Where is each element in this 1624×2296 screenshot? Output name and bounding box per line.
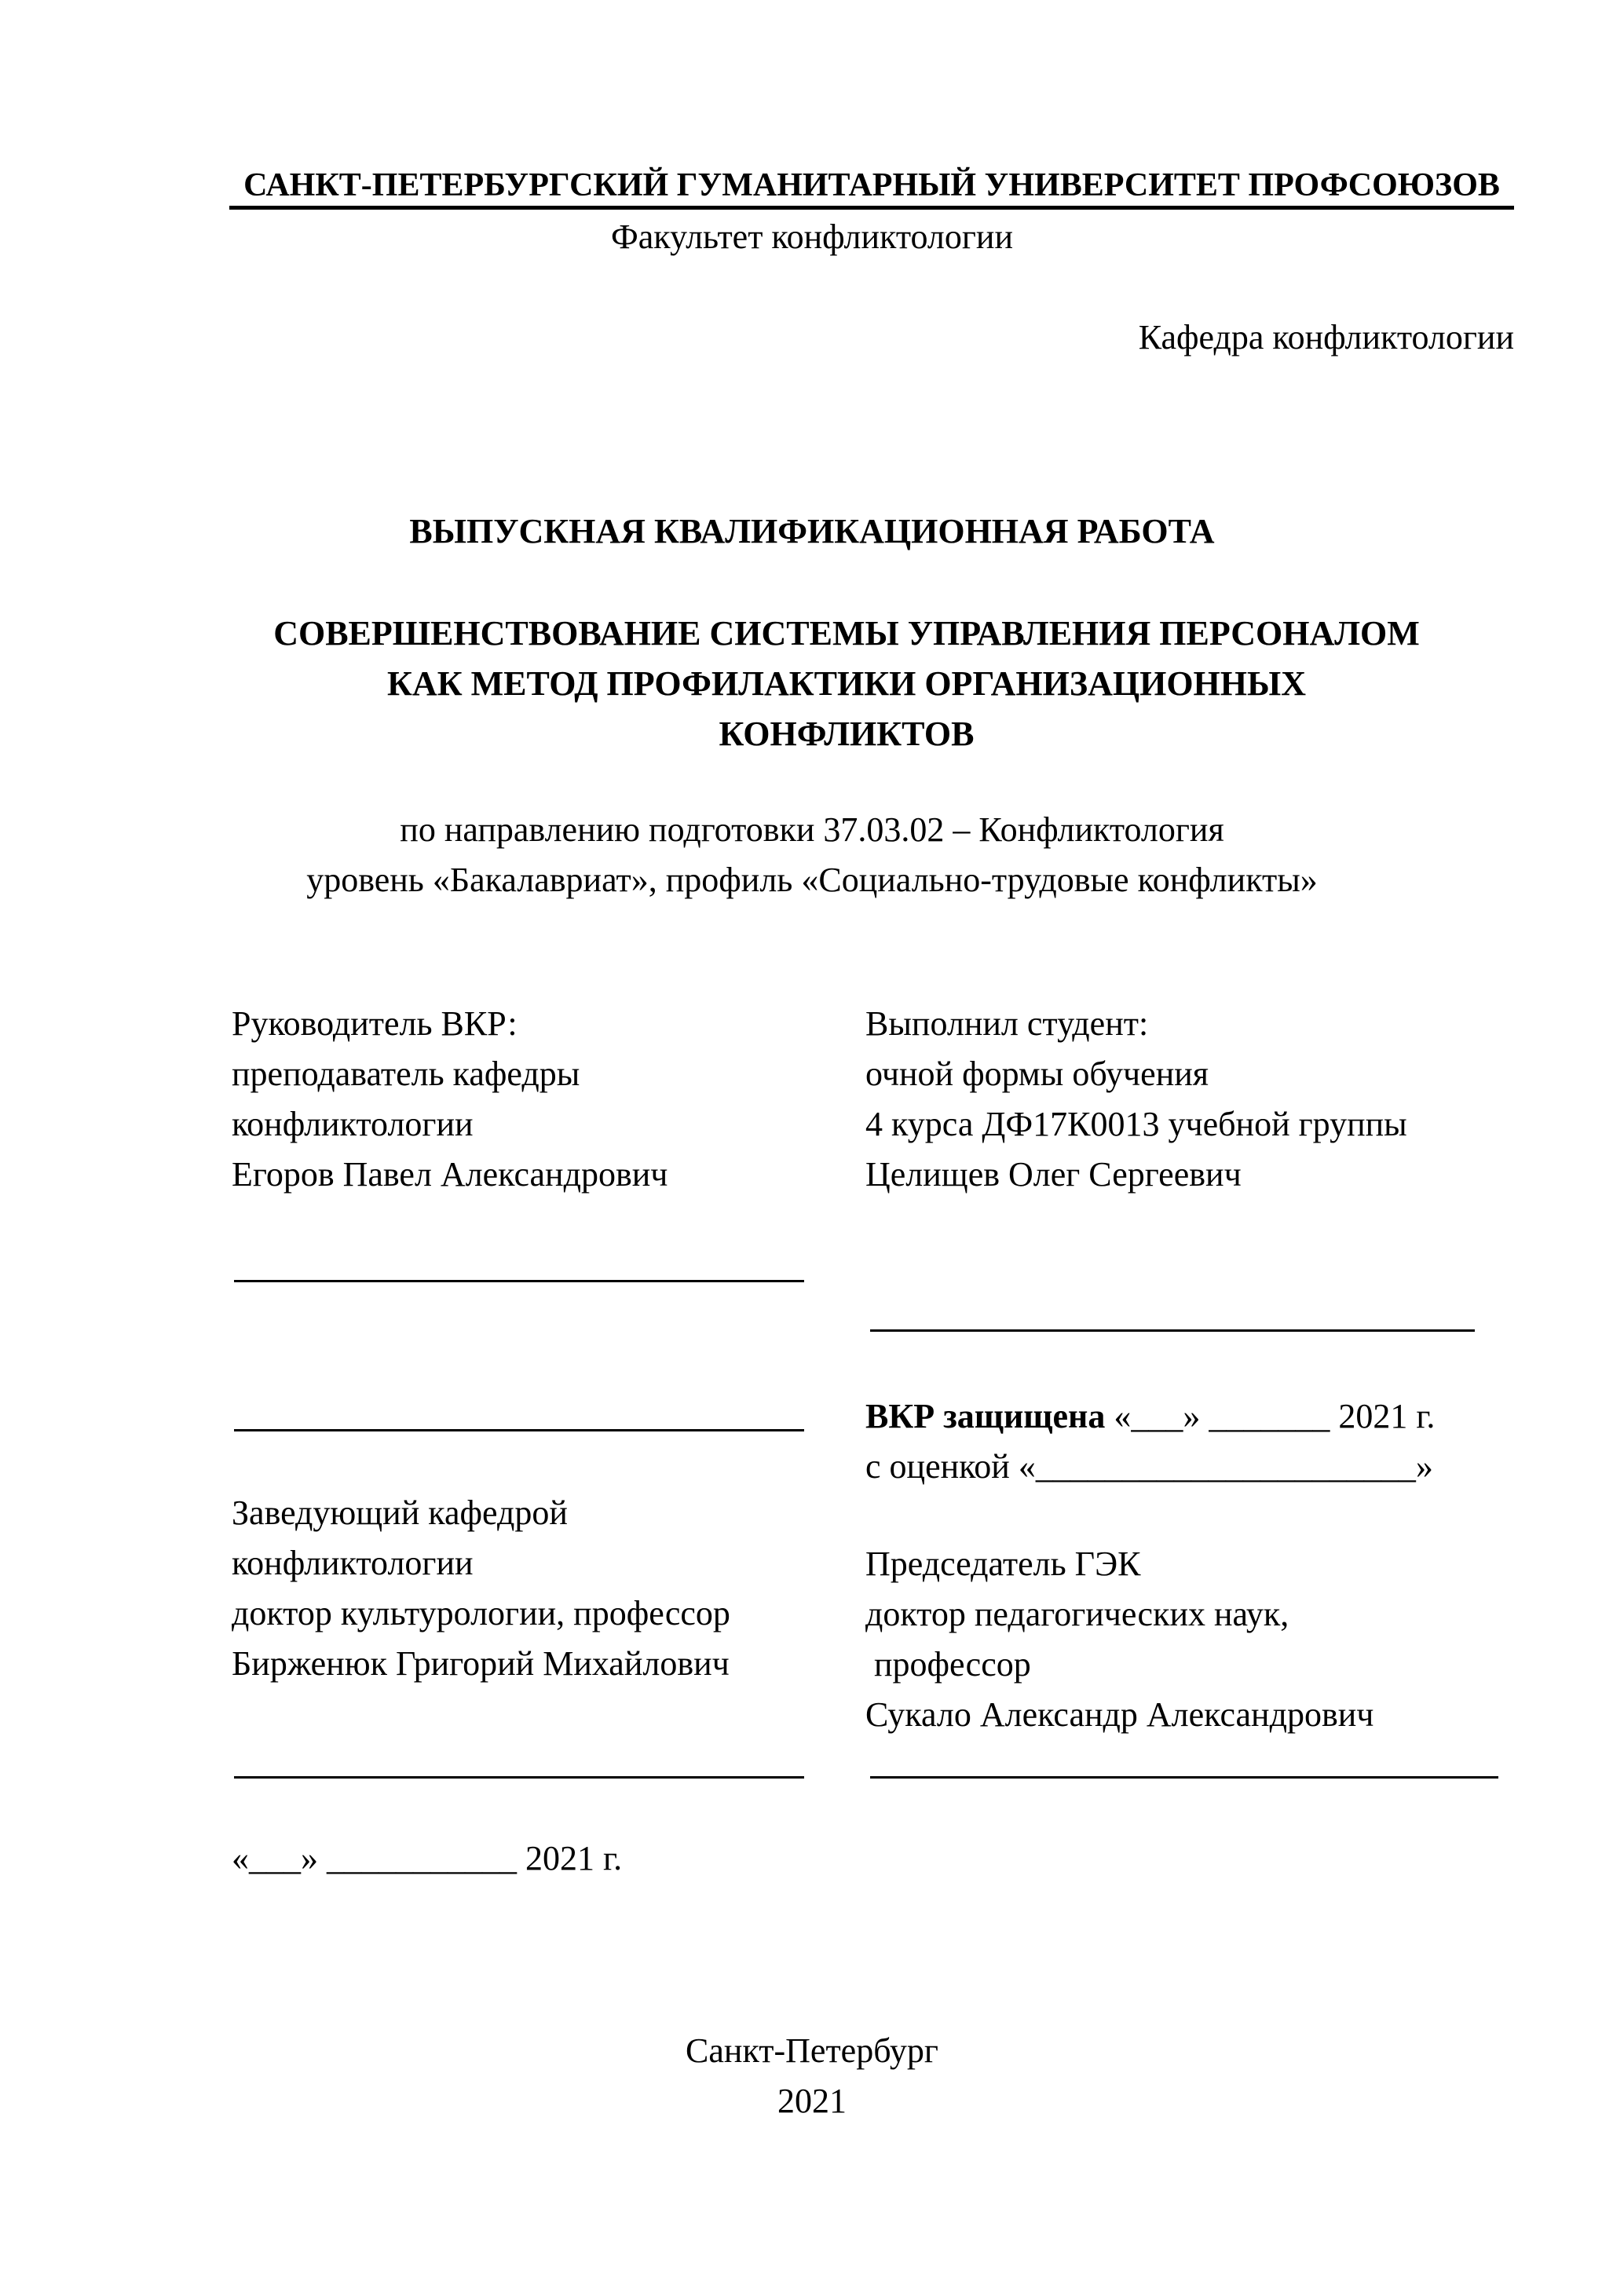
direction-line: по направлению подготовки 37.03.02 – Конфликтология — [400, 810, 1224, 849]
student-block — [865, 999, 1407, 1200]
head-of-department-block — [232, 1488, 730, 1689]
department-name: Кафедра конфликтологии — [1138, 318, 1514, 356]
student-signature-line — [870, 1329, 1475, 1332]
study-direction — [0, 805, 1624, 905]
faculty-name: Факультет конфликтологии — [610, 218, 1013, 256]
student-line: Выполнил студент: — [865, 1004, 1149, 1043]
chair-line: Председатель ГЭК — [865, 1545, 1141, 1583]
student-name: Целищев Олег Сергеевич — [865, 1155, 1242, 1194]
defense-date — [865, 1391, 1435, 1442]
chair-line: доктор педагогических наук, — [865, 1595, 1289, 1633]
defense-grade: с оценкой «______________________» — [865, 1447, 1433, 1486]
supervisor-name: Егоров Павел Александрович — [232, 1155, 668, 1194]
work-title-line: КОНФЛИКТОВ — [719, 715, 975, 753]
supervisor-line: преподаватель кафедры — [232, 1055, 580, 1093]
head-signature-line — [234, 1776, 804, 1779]
defense-date-text: «___» _______ 2021 г. — [1105, 1397, 1436, 1435]
head-name: Бирженюк Григорий Михайлович — [232, 1644, 730, 1683]
student-line: очной формы обучения — [865, 1055, 1209, 1093]
chair-signature-line — [870, 1776, 1498, 1779]
work-title-line: КАК МЕТОД ПРОФИЛАКТИКИ ОРГАНИЗАЦИОННЫХ — [387, 664, 1306, 703]
supervisor-block — [232, 999, 668, 1200]
profile-line: уровень «Бакалавриат», профиль «Социально-трудовые конфликты» — [306, 861, 1318, 899]
head-line: Заведующий кафедрой — [232, 1493, 568, 1532]
commission-chair-block — [865, 1539, 1373, 1740]
chair-name: Сукало Александр Александрович — [865, 1695, 1374, 1734]
work-title-line: СОВЕРШЕНСТВОВАНИЕ СИСТЕМЫ УПРАВЛЕНИЯ ПЕРСОНАЛОМ — [273, 614, 1420, 653]
chair-line: профессор — [865, 1645, 1031, 1684]
head-line: доктор культурологии, профессор — [232, 1594, 730, 1632]
head-line: конфликтологии — [232, 1544, 474, 1582]
approval-date: «___» ___________ 2021 г. — [232, 1839, 623, 1877]
work-type: ВЫПУСКНАЯ КВАЛИФИКАЦИОННАЯ РАБОТА — [409, 512, 1215, 550]
university-name: САНКТ-ПЕТЕРБУРГСКИЙ ГУМАНИТАРНЫЙ УНИВЕРСИТЕТ ПРОФСОЮЗОВ — [243, 167, 1500, 203]
student-line: 4 курса ДФ17К0013 учебной группы — [865, 1105, 1407, 1143]
supervisor-line: Руководитель ВКР: — [232, 1004, 518, 1043]
work-title — [184, 609, 1509, 759]
header-rule — [229, 206, 1514, 210]
city: Санкт-Петербург — [686, 2031, 938, 2070]
defense-label: ВКР защищена — [865, 1397, 1106, 1435]
signature-line — [234, 1429, 804, 1431]
year: 2021 — [777, 2082, 847, 2120]
supervisor-line: конфликтологии — [232, 1105, 474, 1143]
supervisor-signature-line — [234, 1280, 804, 1282]
